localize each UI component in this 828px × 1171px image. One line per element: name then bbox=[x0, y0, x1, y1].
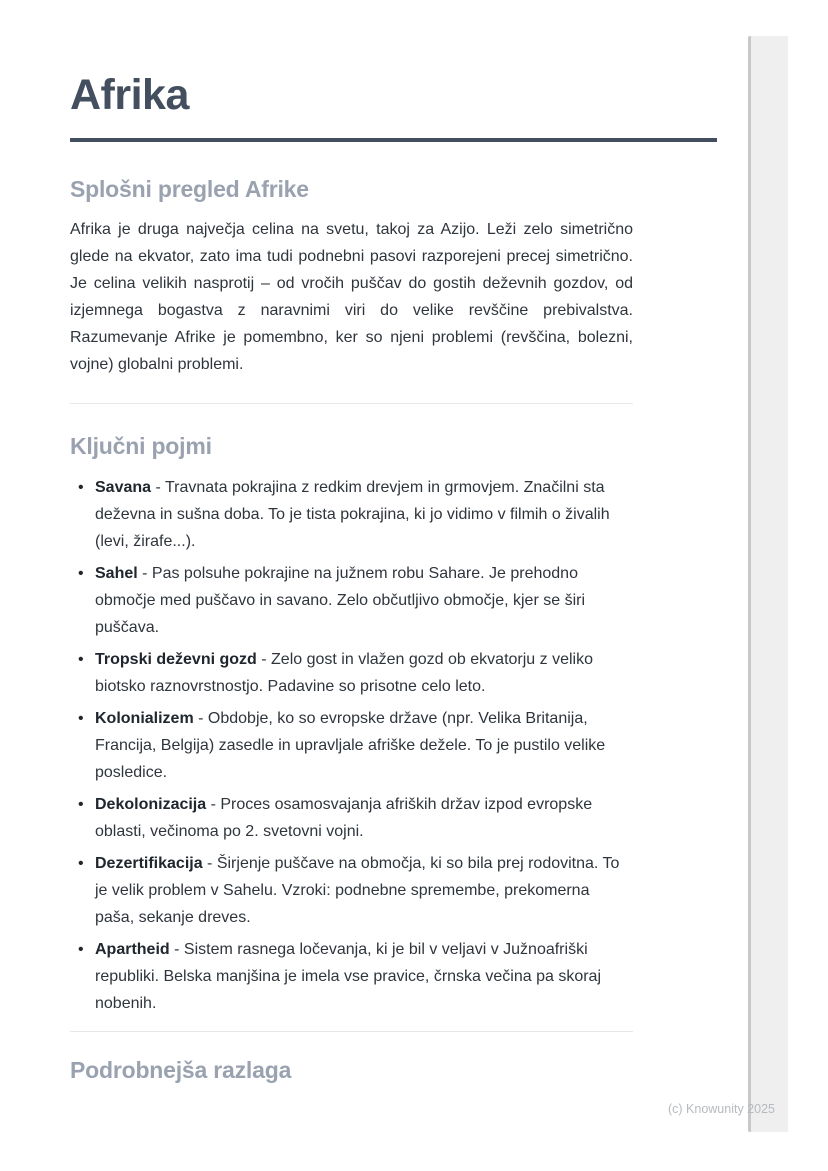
term-label: Dezertifikacija bbox=[95, 855, 203, 872]
term-description: - Proces osamosvajanja afriških držav izpod evropske oblasti, večinoma po 2. svetovni vojni. bbox=[95, 796, 593, 840]
list-item-sahel bbox=[70, 560, 633, 641]
list-item-apartheid bbox=[70, 936, 633, 1017]
term-label: Tropski deževni gozd bbox=[95, 651, 257, 668]
list-item-savana bbox=[70, 474, 633, 555]
term-label: Savana bbox=[95, 479, 152, 496]
term-label: Apartheid bbox=[95, 941, 170, 958]
overview-paragraph: Afrika je druga največja celina na svetu, takoj za Azijo. Leži zelo simetrično glede na ekvator, zato ima tudi podnebni pasovi razporejeni precej simetrično. Je celina velikih nasprotij – od vročih puščav do gostih deževnih gozdov, od izjemnega bogastva z naravnimi viri do velike revščine prebivalstva. Razumevanje Afrike je pomembno, ker so njeni problemi (revščina, bolezni, vojne) globalni problemi. bbox=[70, 221, 633, 373]
term-description: - Travnata pokrajina z redkim drevjem in grmovjem. Značilni sta deževna in sušna doba. To je tista pokrajina, ki jo vidimo v filmih o živalih (levi, žirafe...). bbox=[95, 479, 610, 550]
section-divider bbox=[70, 1031, 633, 1032]
term-label: Kolonializem bbox=[95, 710, 194, 727]
term-description: - Zelo gost in vlažen gozd ob ekvatorju z veliko biotsko raznovrstnostjo. Padavine so prisotne celo leto. bbox=[95, 651, 593, 695]
list-item-tropski-gozd bbox=[70, 646, 633, 700]
list-item-kolonializem bbox=[70, 705, 633, 786]
page-title: Afrika bbox=[70, 71, 189, 119]
section-heading-key-terms: Ključni pojmi bbox=[70, 433, 212, 459]
scrollbar[interactable] bbox=[748, 36, 788, 1132]
section-heading-detail: Podrobnejša razlaga bbox=[70, 1057, 292, 1083]
section-divider bbox=[70, 403, 633, 404]
list-item-dezertifikacija bbox=[70, 850, 633, 931]
copyright-footer: (c) Knowunity 2025 bbox=[667, 1102, 775, 1116]
term-description: - Sistem rasnega ločevanja, ki je bil v veljavi v Južnoafriški republiki. Belska manjšina je imela vse pravice, črnska večina pa skoraj nobenih. bbox=[95, 941, 601, 1012]
term-label: Sahel bbox=[95, 565, 138, 582]
term-description: - Širjenje puščave na območja, ki so bila prej rodovitna. To je velik problem v Sahelu. Vzroki: podnebne spremembe, prekomerna paša, sekanje dreves. bbox=[95, 855, 620, 926]
list-item-dekolonizacija bbox=[70, 791, 633, 845]
term-description: - Obdobje, ko so evropske države (npr. Velika Britanija, Francija, Belgija) zasedle in upravljale afriške dežele. To je pustilo velike posledice. bbox=[95, 710, 606, 781]
key-terms-list bbox=[70, 474, 633, 1017]
section-heading-overview: Splošni pregled Afrike bbox=[70, 176, 309, 202]
title-underline-rule bbox=[70, 138, 717, 142]
term-label: Dekolonizacija bbox=[95, 796, 207, 813]
term-description: - Pas polsuhe pokrajine na južnem robu Sahare. Je prehodno območje med puščavo in savano. Zelo občutljivo območje, kjer se širi puščava. bbox=[95, 565, 586, 636]
document-content bbox=[70, 175, 633, 1084]
